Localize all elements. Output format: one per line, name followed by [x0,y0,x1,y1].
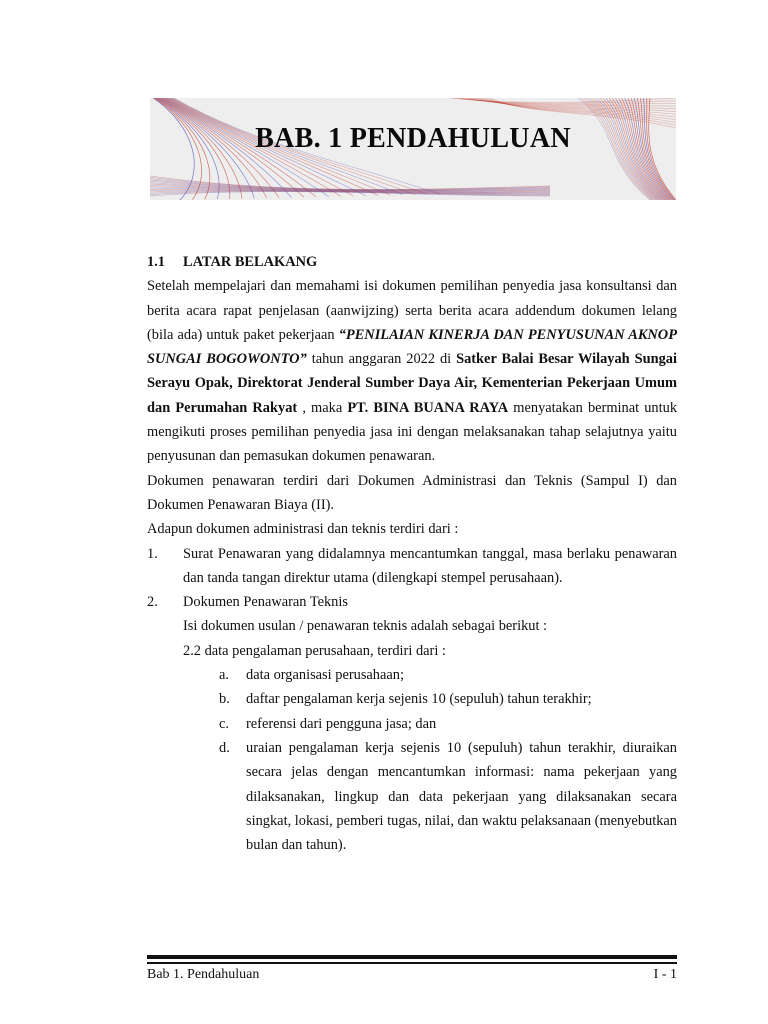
paragraph-intro-text: Setelah mempelajari dan memahami isi dokumen pemilihan penyedia jasa konsultansi dan berita acara rapat penjelasan (aanwijzing) serta berita acara addendum dokumen lelang (bila ada) untuk paket pekerjaan [147,278,677,343]
sub-list-item [147,712,677,736]
footer-page-number: I - 1 [653,967,677,982]
sub-list-item [147,736,677,857]
document-body [147,250,677,857]
sub-list-text: daftar pengalaman kerja sejenis 10 (sepuluh) tahun terakhir; [246,691,592,708]
list-text: Dokumen Penawaran Teknis [183,594,348,611]
footer-rule-thick [147,955,677,959]
sub-list-text: uraian pengalaman kerja sejenis 10 (sepuluh) tahun terakhir, diuraikan secara jelas dengan mencantumkan informasi: nama pekerjaan yang dilaksanakan, lingkup dan data pekerjaan yang dilaksanakan secara singkat, lokasi, pemberi tugas, nilai, dan waktu pelaksanaan (menyebutkan bulan dan tahun). [246,739,677,854]
sub-list-label: c. [219,715,229,732]
paragraph-documents: Dokumen penawaran terdiri dari Dokumen Administrasi dan Teknis (Sampul I) dan Dokumen Penawaran Biaya (II). [147,472,677,513]
sub-list-label: a. [219,667,229,684]
list-number: 1. [147,545,158,562]
sub-list-label: b. [219,691,230,708]
section-title: LATAR BELAKANG [183,254,318,270]
paragraph-intro [147,274,677,468]
project-name: “PENILAIAN KINERJA DAN PENYUSUNAN AKNOP SUNGAI BOGOWONTO” [147,326,677,368]
list-item [147,590,677,614]
section-number: 1.1 [147,254,165,270]
footer-rule-thin [147,962,677,964]
sub-list-item [147,663,677,687]
footer-chapter-label: Bab 1. Pendahuluan [147,967,260,982]
list-item [147,542,677,591]
sub-list-text: referensi dari pengguna jasa; dan [246,715,437,732]
sub-list-item [147,687,677,711]
paragraph-admin-list-intro: Adapun dokumen administrasi dan teknis terdiri dari : [147,521,459,538]
section-heading [147,250,677,274]
technical-intro: Isi dokumen usulan / penawaran teknis adalah sebagai berikut : [183,618,548,635]
agency-name: Satker Balai Besar Wilayah Sungai Serayu Opak, Direktorat Jenderal Sumber Daya Air, Kementerian Pekerjaan Umum dan Perumahan Rakyat [147,351,677,416]
chapter-banner [150,98,676,200]
sub-list-label: d. [219,739,230,756]
paragraph-intro-text-3: , maka [297,399,348,416]
paragraph-intro-text-4: menyatakan berminat untuk mengikuti proses pemilihan penyedia jasa ini dengan melaksanakan tahap selajutnya yaitu penyusunan dan pemasukan dokumen penawaran. [147,399,678,465]
list-number: 2. [147,594,158,611]
paragraph-intro-text-2: tahun anggaran 2022 di [306,351,457,368]
company-name: PT. BINA BUANA RAYA [347,399,509,416]
list-text: Surat Penawaran yang didalamnya mencantumkan tanggal, masa berlaku penawaran dan tanda tangan direktur utama (dilengkapi stempel perusahaan). [183,545,677,586]
chapter-title: BAB. 1 PENDAHULUAN [255,123,571,154]
sub-list-text: data organisasi perusahaan; [246,667,404,684]
experience-subheading: 2.2 data pengalaman perusahaan, terdiri dari : [183,642,446,659]
